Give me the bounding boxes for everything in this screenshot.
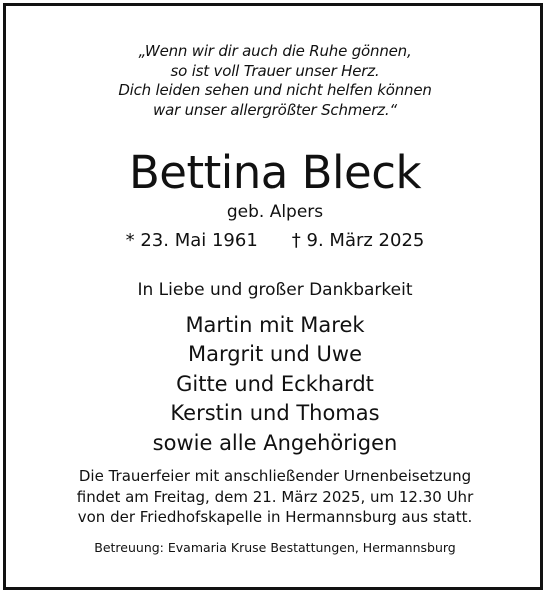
mourner-name: sowie alle Angehörigen [152, 430, 398, 455]
quote-line: war unser allergrößter Schmerz.“ [153, 100, 397, 119]
quote-line: „Wenn wir dir auch die Ruhe gönnen, [138, 42, 412, 60]
birth-date: * 23. Mai 1961 [125, 230, 258, 251]
service-info [0, 466, 550, 528]
deceased-name: Bettina Bleck [128, 146, 422, 199]
undertaker-credit: Betreuung: Evamaria Kruse Bestattungen, Hermannsburg [94, 540, 456, 555]
mourners-intro: In Liebe und großer Dankbarkeit [137, 280, 413, 300]
mourners-list [0, 311, 550, 458]
service-line: Die Trauerfeier mit anschließender Urnenbeisetzung [78, 467, 472, 485]
life-dates [0, 229, 550, 253]
memorial-quote [0, 42, 550, 120]
service-line: von der Friedhofskapelle in Hermannsburg aus statt. [77, 508, 473, 527]
mourner-name: Martin mit Marek [185, 313, 365, 337]
mourner-name: Gitte und Eckhardt [176, 371, 374, 396]
mourner-name: Margrit und Uwe [187, 342, 363, 367]
quote-line: so ist voll Trauer unser Herz. [170, 61, 380, 80]
mourner-name: Kerstin und Thomas [170, 401, 380, 426]
death-date: † 9. März 2025 [291, 230, 425, 251]
birth-name: geb. Alpers [226, 202, 324, 222]
quote-line: Dich leiden sehen und nicht helfen können [118, 81, 432, 99]
service-line: findet am Freitag, dem 21. März 2025, um 12.30 Uhr [76, 487, 474, 506]
